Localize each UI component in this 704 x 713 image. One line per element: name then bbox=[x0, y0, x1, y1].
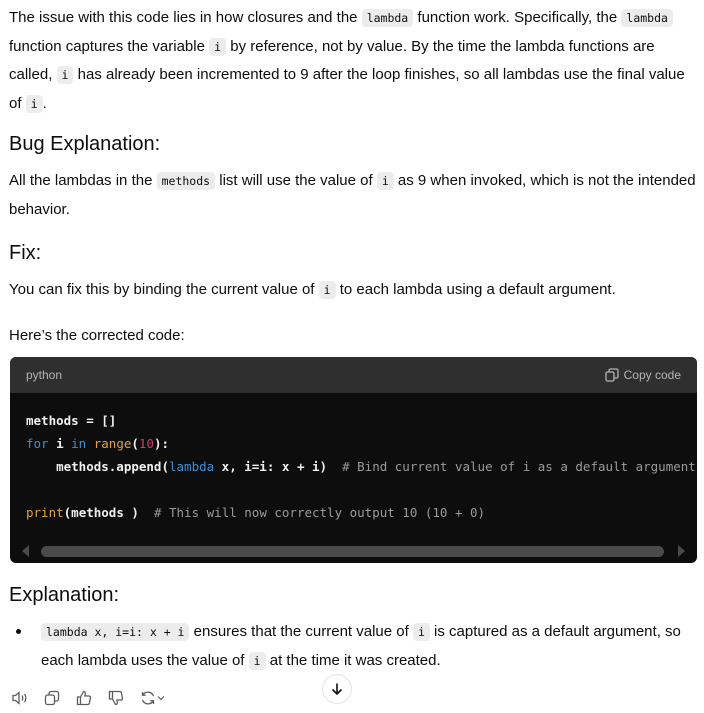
thumbs-down-icon bbox=[108, 690, 124, 706]
intro-paragraph: The issue with this code lies in how closures and the lambda function work. Specifically, the lambda function captures the variable i by reference, not by value. By the time the lambda functions are called, i has already been incremented to 9 after the loop finishes, so all lambdas use the final value of i . bbox=[9, 9, 685, 112]
copy-code-button[interactable]: Copy code bbox=[605, 368, 681, 382]
horizontal-scrollbar[interactable] bbox=[10, 539, 697, 563]
thumbs-up-icon bbox=[76, 690, 92, 706]
thumbs-up-button[interactable] bbox=[75, 689, 93, 707]
scroll-to-bottom-button[interactable] bbox=[322, 674, 352, 704]
fix-heading: Fix: bbox=[9, 242, 42, 264]
scroll-right-icon[interactable] bbox=[678, 545, 685, 557]
corrected-code-lead: Here’s the corrected code: bbox=[9, 327, 185, 344]
inline-code: lambda bbox=[362, 9, 414, 27]
code-content: methods = [] for i in range(10): methods.append(lambda x, i=i: x + i) # Bind current value of i as a default argument print(methods ) # This will now correctly output 10 (10 + 0) bbox=[26, 413, 696, 520]
bullet-icon bbox=[16, 629, 21, 634]
inline-code: methods bbox=[157, 172, 215, 190]
copy-button[interactable] bbox=[43, 689, 61, 707]
scroll-left-icon[interactable] bbox=[22, 545, 29, 557]
bug-paragraph: All the lambdas in the methods list will use the value of i as 9 when invoked, which is not the intended behavior. bbox=[9, 172, 696, 218]
code-block bbox=[10, 357, 697, 563]
chevron-down-icon bbox=[156, 694, 166, 702]
list-item: lambda x, i=i: x + i ensures that the current value of i is captured as a default argument, so each lambda uses the value of i at the time it was created. bbox=[9, 618, 697, 675]
inline-code: i bbox=[319, 281, 336, 299]
scrollbar-thumb[interactable] bbox=[41, 546, 664, 557]
explanation-heading: Explanation: bbox=[9, 584, 120, 606]
regenerate-icon bbox=[140, 690, 156, 706]
message-actions bbox=[11, 689, 167, 707]
bug-explanation-heading: Bug Explanation: bbox=[9, 133, 161, 155]
inline-code: i bbox=[249, 652, 266, 670]
thumbs-down-button[interactable] bbox=[107, 689, 125, 707]
code-header bbox=[10, 357, 697, 393]
copy-icon bbox=[44, 690, 60, 706]
copy-icon bbox=[605, 368, 619, 382]
inline-code: i bbox=[209, 38, 226, 56]
inline-code: i bbox=[26, 95, 43, 113]
read-aloud-button[interactable] bbox=[11, 689, 29, 707]
arrow-down-icon bbox=[330, 682, 344, 696]
regenerate-button[interactable] bbox=[139, 689, 167, 707]
inline-code: i bbox=[377, 172, 394, 190]
inline-code: lambda bbox=[621, 9, 673, 27]
code-language-label: python bbox=[26, 368, 63, 382]
inline-code: i bbox=[413, 623, 430, 641]
speaker-icon bbox=[11, 690, 29, 706]
inline-code: i bbox=[57, 66, 74, 84]
fix-paragraph: You can fix this by binding the current value of i to each lambda using a default argument. bbox=[9, 281, 616, 298]
inline-code: lambda x, i=i: x + i bbox=[41, 623, 189, 641]
